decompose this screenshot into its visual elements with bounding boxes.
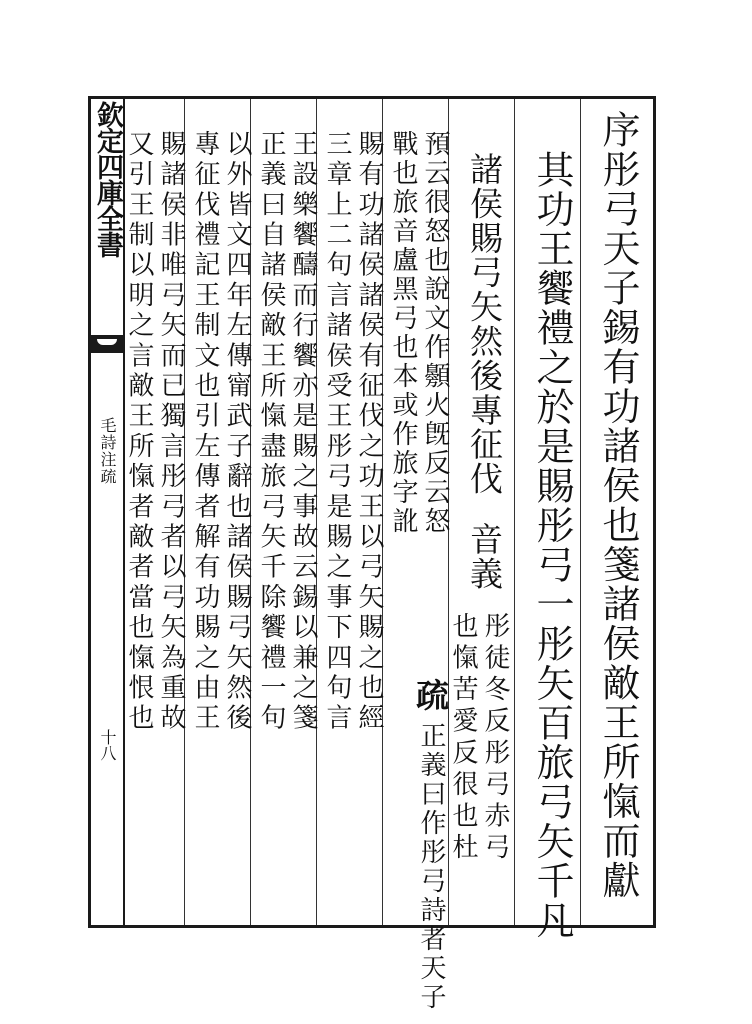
book-title: 欽定四庫全書 (92, 101, 123, 257)
page-gutter (91, 99, 125, 925)
text-column-3-main: 諸侯賜弓矢然後專征伐 (465, 152, 504, 496)
text-column-13: 賜諸侯非唯弓矢而已獨言彤弓者以弓矢為重故 (156, 130, 186, 734)
column-rule (580, 99, 581, 925)
text-column-5: 預云很怒也說文作䫵火旣反云怒 (420, 130, 450, 536)
text-column-4-commentary: 正義曰作彤弓詩者天子 (416, 722, 446, 1012)
text-column-6: 戰也旅音盧黑弓也本或作旅字訛 (388, 130, 418, 536)
shu-marker: 疏 (411, 678, 450, 713)
text-column-1: 序彤弓天子錫有功諸侯也箋諸侯敵王所愾而獻 (596, 110, 640, 900)
volume-title: 毛詩注疏 (98, 417, 117, 485)
page-number: 十八 (98, 729, 117, 761)
text-column-12: 專征伐禮記王制文也引左傳者解有功賜之由王 (190, 130, 220, 734)
fishtail-notch (97, 339, 117, 345)
text-column-2: 其功王饗禮之於是賜彤弓一彤矢百旅弓矢千凡 (530, 150, 574, 940)
text-column-14: 又引王制以明之言敵王所愾者敵者當也愾恨也 (124, 130, 154, 734)
text-column-7: 賜有功諸侯諸侯有征伐之功王以弓矢賜之也經 (354, 130, 384, 734)
text-column-4-note: 也愾苦愛反很也杜 (448, 612, 478, 865)
text-column-3-marker: 音義 (465, 522, 504, 591)
text-column-8: 三章上二句言諸侯受王彤弓是賜之事下四句言 (322, 130, 352, 734)
text-column-10: 正義曰自諸侯敵王所愾盡旅弓矢千除饗禮一句 (256, 130, 286, 734)
text-column-11: 以外皆文四年左傳甯武子辭也諸侯賜弓矢然後 (222, 130, 252, 734)
text-column-9: 王設樂饗醻而行饗亦是賜之事故云錫以兼之箋 (288, 130, 318, 734)
text-column-3-note: 彤徒冬反彤弓赤弓 (480, 612, 510, 865)
column-rule (514, 99, 515, 925)
